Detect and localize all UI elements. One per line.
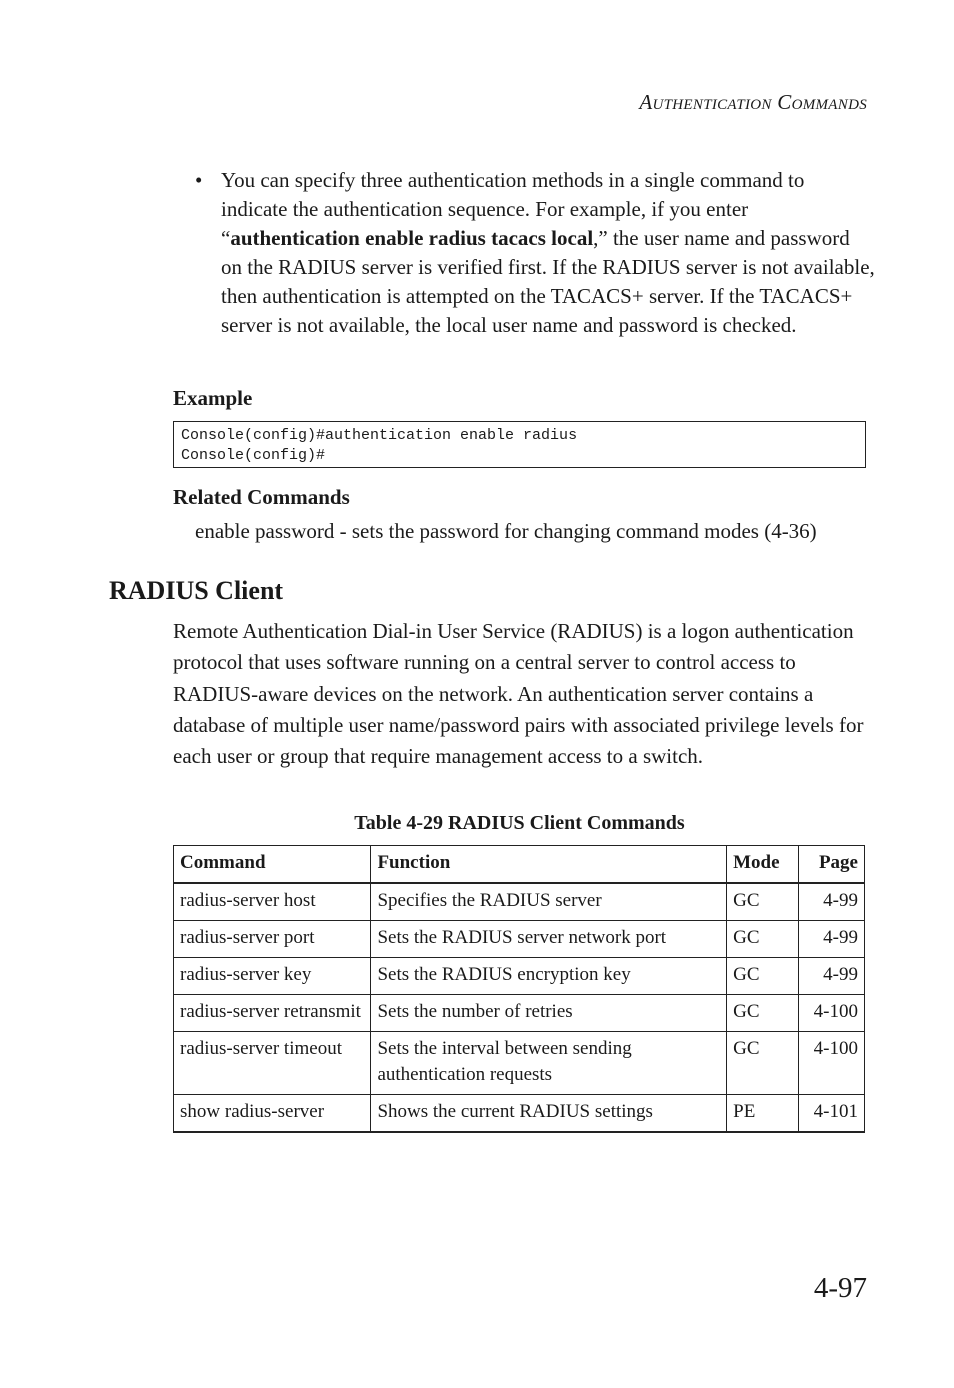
table-row xyxy=(174,1095,865,1133)
bullet-text-after: ,” the user name and password on the RADIUS server is verified first. If the RADIUS server is not available, then authentication is attempted on the TACACS+ server. If the TACACS+ server is not available, the local user name and password is checked. xyxy=(221,226,875,337)
code-line-2: Console(config)# xyxy=(181,447,326,464)
cell-command: radius-server retransmit xyxy=(174,995,371,1032)
example-heading: Example xyxy=(173,386,253,410)
cell-page: 4-100 xyxy=(799,1032,865,1095)
bullet-item xyxy=(195,166,875,340)
cell-mode: GC xyxy=(727,921,799,958)
code-line-1: Console(config)#authentication enable radius xyxy=(181,427,578,444)
cell-command: radius-server host xyxy=(174,883,371,921)
header-mode: Mode xyxy=(727,846,799,884)
cell-mode: GC xyxy=(727,995,799,1032)
cell-function: Shows the current RADIUS settings xyxy=(371,1095,727,1133)
cell-mode: GC xyxy=(727,1032,799,1095)
table-row xyxy=(174,921,865,958)
table-header-row xyxy=(174,846,865,884)
bullet-symbol: • xyxy=(195,168,203,192)
cell-function: Sets the interval between sending authentication requests xyxy=(371,1032,727,1095)
related-command-item: enable password - sets the password for changing command modes (4-36) xyxy=(195,519,817,543)
cell-page: 4-101 xyxy=(799,1095,865,1133)
cell-mode: GC xyxy=(727,958,799,995)
page-number: 4-97 xyxy=(813,1272,867,1304)
cell-function: Sets the RADIUS encryption key xyxy=(371,958,727,995)
table-caption: Table 4-29 RADIUS Client Commands xyxy=(354,812,685,834)
section-paragraph: Remote Authentication Dial-in User Service (RADIUS) is a logon authentication protocol that uses software running on a central server to control access to RADIUS-aware devices on the network. An authentication server contains a database of multiple user name/password pairs with associated privilege levels for each user or group that require management access to a switch. xyxy=(173,619,864,769)
cell-page: 4-99 xyxy=(799,921,865,958)
related-commands-heading: Related Commands xyxy=(173,485,350,509)
cell-command: show radius-server xyxy=(174,1095,371,1133)
table-row xyxy=(174,1032,865,1095)
cell-function: Specifies the RADIUS server xyxy=(371,883,727,921)
table-row xyxy=(174,883,865,921)
header-function: Function xyxy=(371,846,727,884)
cell-function: Sets the RADIUS server network port xyxy=(371,921,727,958)
table-row xyxy=(174,958,865,995)
cell-function: Sets the number of retries xyxy=(371,995,727,1032)
radius-commands-table xyxy=(173,845,865,1133)
cell-command: radius-server port xyxy=(174,921,371,958)
cell-page: 4-99 xyxy=(799,883,865,921)
running-header: Authentication Commands xyxy=(639,90,867,114)
example-code-block xyxy=(173,421,866,468)
cell-mode: PE xyxy=(727,1095,799,1133)
table-row xyxy=(174,995,865,1032)
cell-mode: GC xyxy=(727,883,799,921)
bullet-text-before: You can specify three authentication methods in a single command to indicate the authentication sequence. For example, if you enter “ xyxy=(221,168,805,250)
cell-command: radius-server timeout xyxy=(174,1032,371,1095)
cell-page: 4-99 xyxy=(799,958,865,995)
bullet-text-bold: authentication enable radius tacacs local xyxy=(230,226,594,250)
cell-command: radius-server key xyxy=(174,958,371,995)
bullet-text xyxy=(221,166,875,340)
section-title: RADIUS Client xyxy=(109,576,284,605)
header-command: Command xyxy=(174,846,371,884)
cell-page: 4-100 xyxy=(799,995,865,1032)
header-page: Page xyxy=(799,846,865,884)
